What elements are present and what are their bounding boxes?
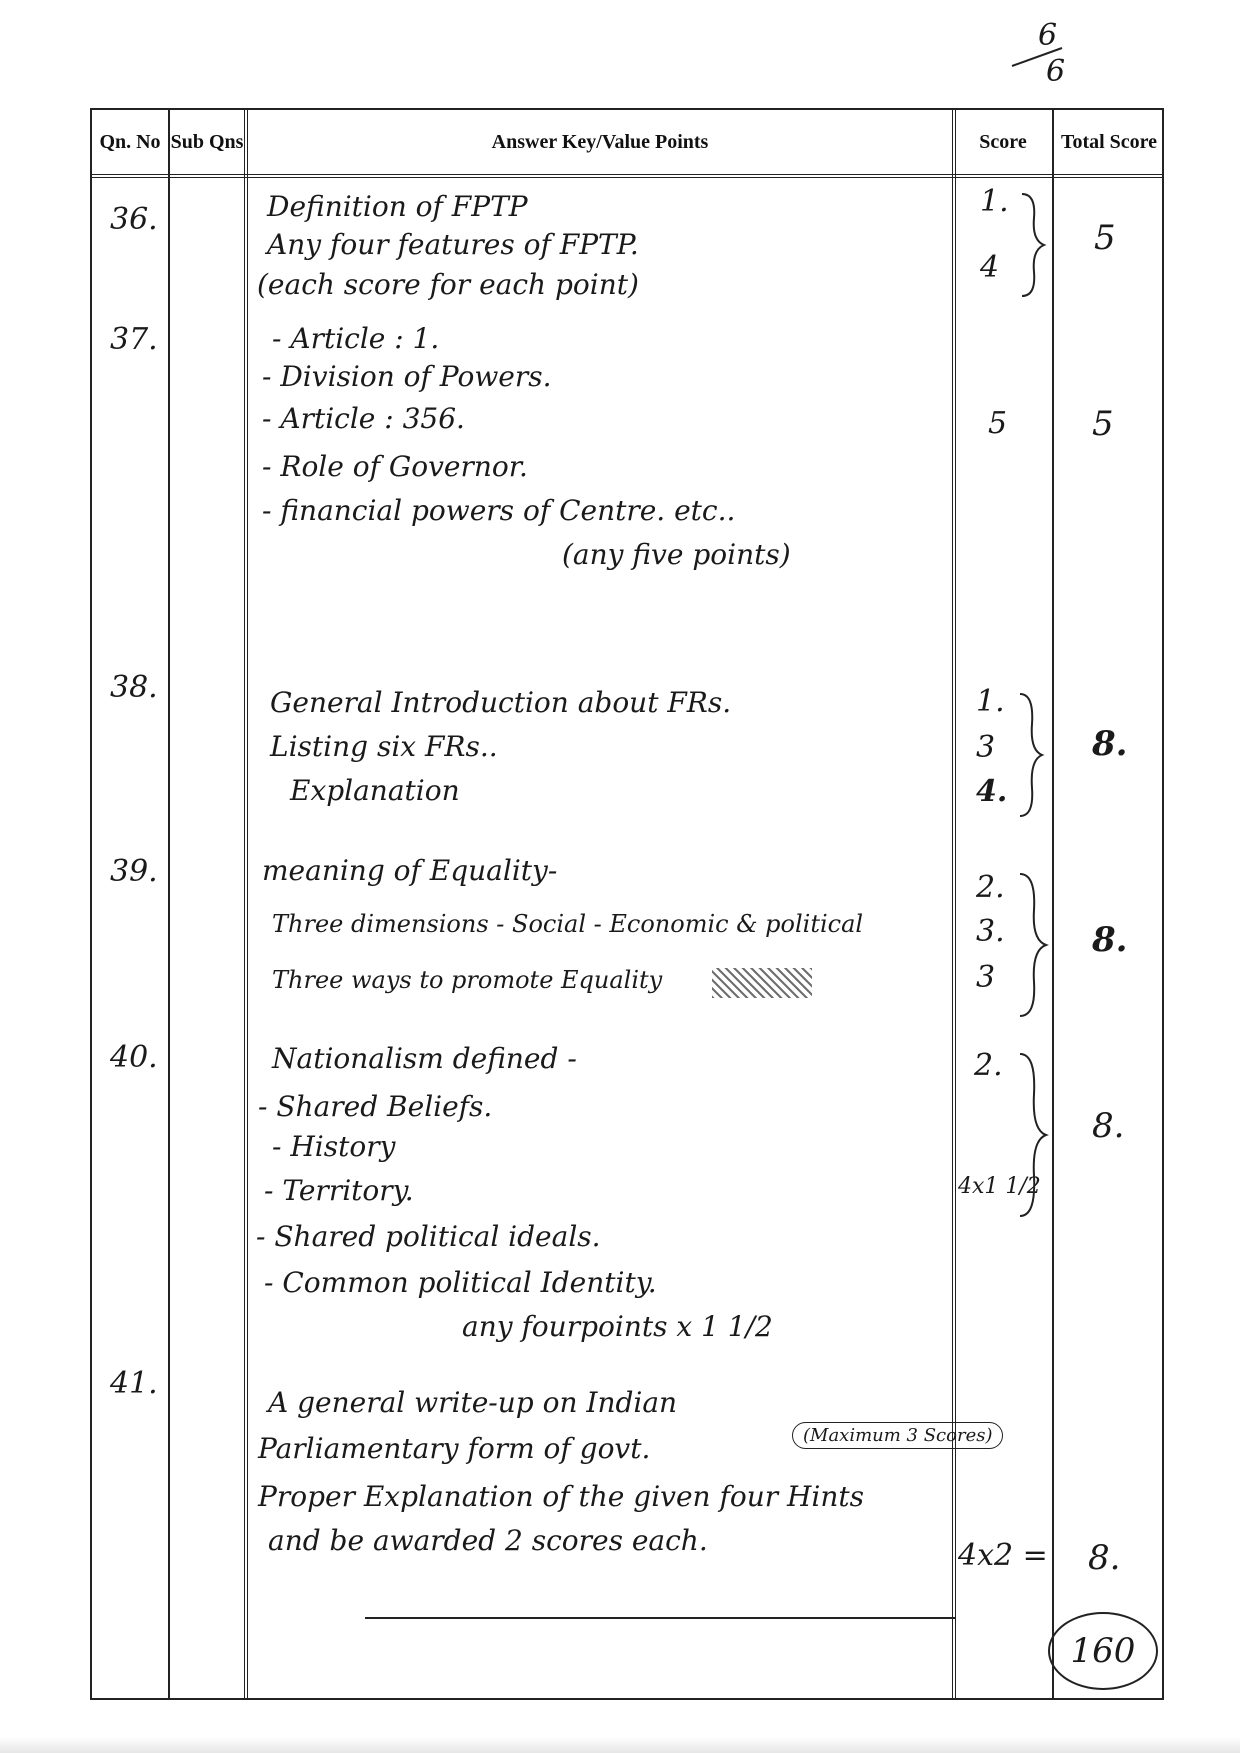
answer-line: - Division of Powers. xyxy=(262,360,552,393)
answer-line: any fourpoints x 1 1/2 xyxy=(462,1310,773,1343)
answer-line: - History xyxy=(272,1130,396,1163)
header-total-score: Total Score xyxy=(1060,130,1158,153)
header-score: Score xyxy=(979,130,1027,153)
answer-line: - Article : 1. xyxy=(272,322,440,355)
score-value: 1. xyxy=(980,184,1009,219)
answer-line: - financial powers of Centre. etc.. xyxy=(262,494,736,527)
total-score-value: 5 xyxy=(1094,218,1116,258)
score-value: 1. xyxy=(976,684,1005,719)
header-sub-qns: Sub Qns xyxy=(170,130,244,153)
score-value: 2. xyxy=(974,1048,1003,1083)
answer-line: Proper Explanation of the given four Hints xyxy=(258,1480,865,1513)
answer-line: A general write-up on Indian xyxy=(268,1386,678,1419)
scan-edge xyxy=(0,1737,1240,1753)
question-number: 38. xyxy=(110,670,158,705)
answer-line: - Shared Beliefs. xyxy=(258,1090,493,1123)
score-value: 5 xyxy=(988,406,1008,441)
score-value: 4. xyxy=(976,774,1008,809)
answer-line: - Territory. xyxy=(264,1174,414,1207)
answer-line: Three ways to promote Equality xyxy=(272,966,663,994)
page-number-mark xyxy=(1000,18,1080,88)
total-score-value: 8. xyxy=(1092,1106,1125,1146)
answer-key-table xyxy=(90,108,1164,1700)
answer-line: - Shared political ideals. xyxy=(256,1220,601,1253)
answer-line: Three dimensions - Social - Economic & political xyxy=(272,910,864,938)
brace-icon xyxy=(1016,1050,1050,1220)
answer-line: General Introduction about FRs. xyxy=(270,686,732,719)
total-score-value: 8. xyxy=(1092,724,1128,764)
answer-line: Nationalism defined - xyxy=(272,1042,577,1075)
question-number: 41. xyxy=(110,1366,158,1401)
brace-icon xyxy=(1016,690,1046,820)
answer-line: and be awarded 2 scores each. xyxy=(268,1524,708,1557)
answer-line: - Role of Governor. xyxy=(262,450,528,483)
end-rule xyxy=(365,1617,955,1619)
answer-line: Definition of FPTP xyxy=(267,190,528,223)
grand-total-circle: 160 xyxy=(1048,1612,1158,1690)
answer-line: (any five points) xyxy=(562,538,791,571)
score-value: 3. xyxy=(976,914,1005,949)
answer-line: Any four features of FPTP. xyxy=(267,228,639,261)
brace-icon xyxy=(1016,870,1050,1020)
column-divider xyxy=(1052,110,1054,1698)
question-number: 40. xyxy=(110,1040,158,1075)
score-value: 4 xyxy=(980,250,1000,285)
question-number: 37. xyxy=(110,322,158,357)
question-number: 39. xyxy=(110,854,158,889)
score-value: 3 xyxy=(976,730,996,765)
score-value: 2. xyxy=(976,870,1005,905)
score-value: 4x2 = xyxy=(958,1538,1048,1573)
answer-line: - Common political Identity. xyxy=(264,1266,657,1299)
answer-line: Listing six FRs.. xyxy=(270,730,498,763)
header-divider xyxy=(92,174,1162,178)
score-value: 4x1 1/2 xyxy=(958,1174,1041,1199)
score-value: 3 xyxy=(976,960,996,995)
brace-icon xyxy=(1018,190,1048,300)
fraction-slash-icon xyxy=(1000,18,1080,88)
answer-line: Explanation xyxy=(290,774,460,807)
answer-line: meaning of Equality- xyxy=(262,854,558,887)
page-total: 6 xyxy=(1046,54,1066,89)
maximum-score-note: (Maximum 3 Scores) xyxy=(792,1422,1003,1449)
total-score-value: 5 xyxy=(1092,404,1114,444)
column-divider xyxy=(168,110,170,1698)
question-number: 36. xyxy=(110,202,158,237)
header-answer-key: Answer Key/Value Points xyxy=(491,130,709,153)
total-score-value: 8. xyxy=(1092,920,1128,960)
column-divider xyxy=(952,110,956,1698)
scribbled-out-text xyxy=(712,968,812,998)
answer-line: - Article : 356. xyxy=(262,402,465,435)
column-divider xyxy=(244,110,248,1698)
page-number: 6 xyxy=(1038,18,1058,53)
header-qn-no: Qn. No xyxy=(99,130,161,153)
answer-line: Parliamentary form of govt. xyxy=(258,1432,651,1465)
answer-line: (each score for each point) xyxy=(257,268,639,301)
total-score-value: 8. xyxy=(1088,1538,1121,1578)
